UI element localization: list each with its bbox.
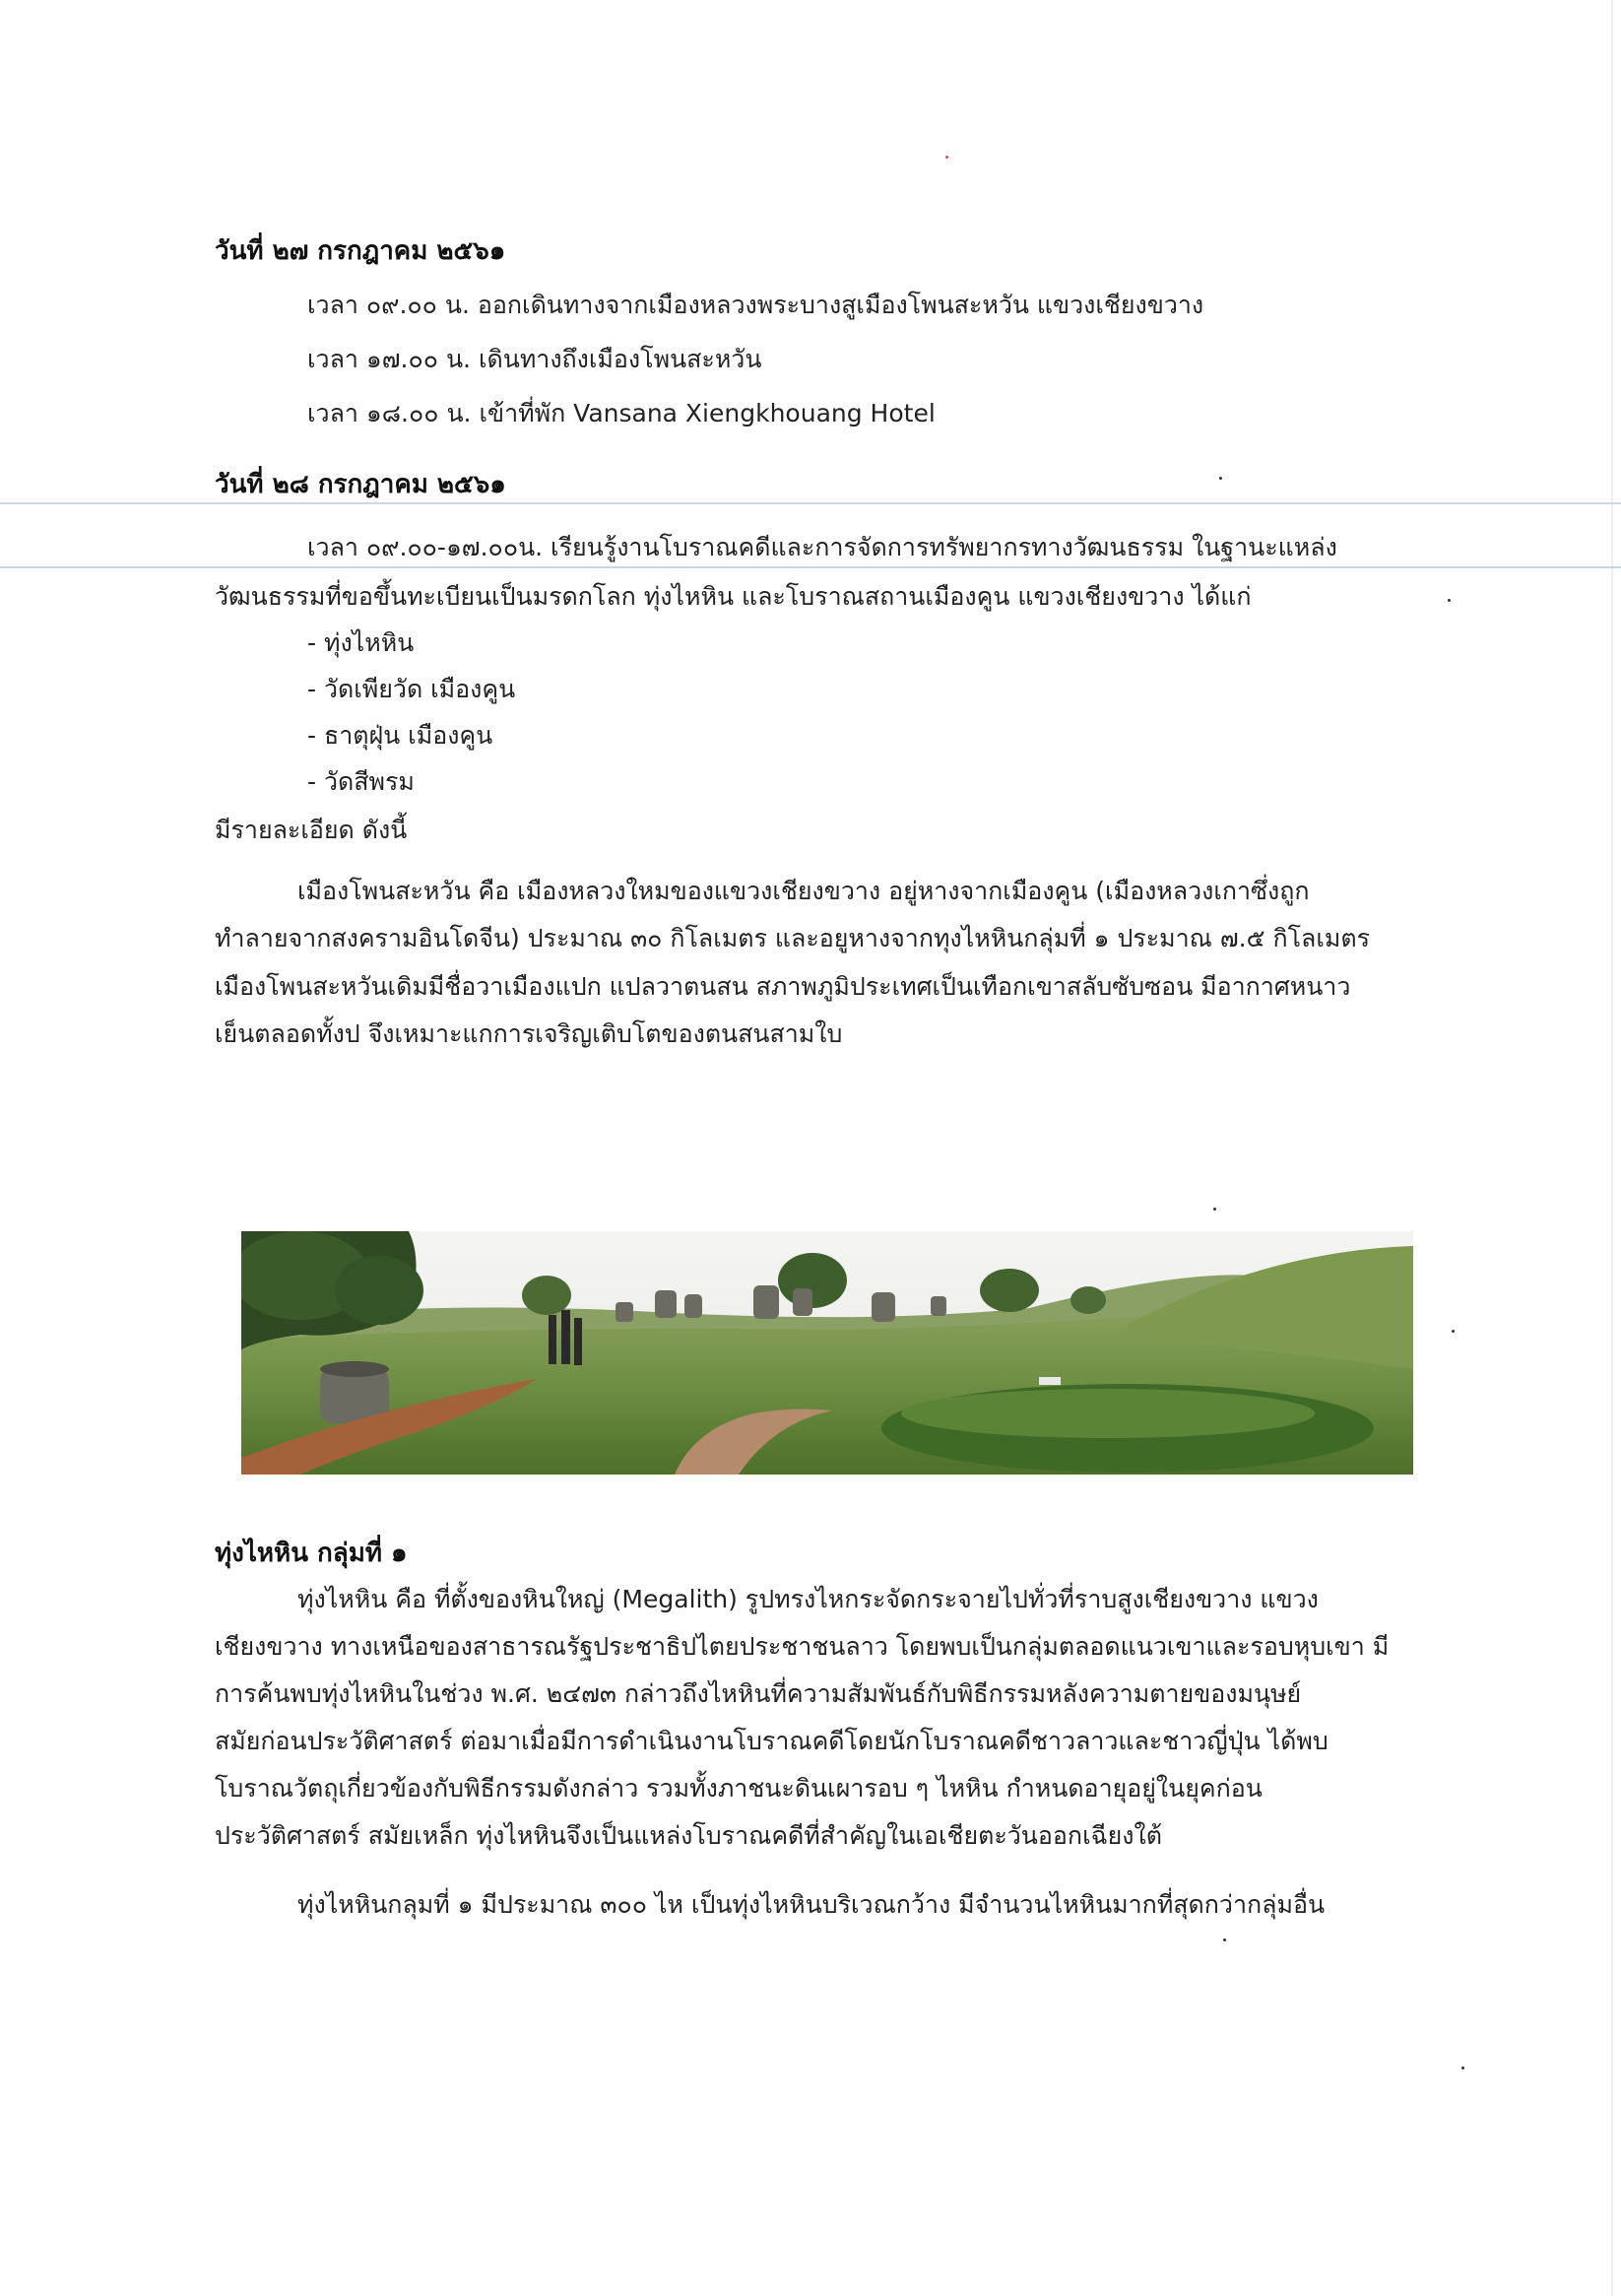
phonsavan-line: เย็นตลอดทั้งป จึงเหมาะแกการเจริญเติบโตของตนสนสามใบ <box>215 1019 843 1048</box>
scan-speck <box>945 156 948 159</box>
day1-heading: วันที่ ๒๗ กรกฎาคม ๒๕๖๑ <box>215 236 506 266</box>
site-item: - ทุ่งไหหิน <box>307 628 415 657</box>
scan-line <box>0 566 1621 568</box>
scan-edge <box>1611 0 1613 2296</box>
jar-group1-line: ประวัติศาสตร์ สมัยเหล็ก ทุ่งไหหินจึงเป็นแหล่งโบราณคดีที่สำคัญในเอเชียตะวันออกเฉียงใต้ <box>215 1821 1162 1850</box>
phonsavan-line: เมืองโพนสะหวันเดิมมีชื่อวาเมืองแปก แปลวาตนสน สภาพภูมิประเทศเป็นเทือกเขาสลับซับซอน มีอากาศหนาว <box>215 972 1351 1001</box>
site-item: - วัดเพียวัด เมืองคูน <box>307 675 516 703</box>
site-item: - ธาตุฝุ่น เมืองคูน <box>307 721 493 750</box>
landscape-image <box>241 1231 1413 1475</box>
day1-item-2: เวลา ๑๗.๐๐ น. เดินทางถึงเมืองโพนสะหวัน <box>307 345 762 373</box>
jar-group1-heading: ทุ่งไหหิน กลุ่มที่ ๑ <box>215 1539 408 1568</box>
scan-speck <box>1452 1330 1455 1333</box>
jar-group1-line: โบราณวัตถุเกี่ยวข้องกับพิธีกรรมดังกล่าว รวมทั้งภาชนะดินเผารอบ ๆ ไหหิน กำหนดอายุอยู่ในยุคก่อน <box>215 1774 1263 1803</box>
day1-item-3: เวลา ๑๘.๐๐ น. เข้าที่พัก Vansana Xiengkhouang Hotel <box>307 399 936 427</box>
jar-group1-line: เชียงขวาง ทางเหนือของสาธารณรัฐประชาธิปไตยประชาชนลาว โดยพบเป็นกลุ่มตลอดแนวเขาและรอบหุบเขา มี <box>215 1632 1390 1661</box>
day2-heading: วันที่ ๒๘ กรกฎาคม ๒๕๖๑ <box>215 470 506 499</box>
scan-speck <box>1448 599 1451 602</box>
jar-count-line: ทุ่งไหหินกลุมที่ ๑ มีประมาณ ๓๐๐ ไห เป็นทุ่งไหหินบริเวณกว้าง มีจำนวนไหหินมากที่สุดกว่ากลุ่มอื่น <box>297 1890 1326 1919</box>
jar-group1-line: การค้นพบทุ่งไหหินในช่วง พ.ศ. ๒๔๗๓ กล่าวถึงไหหินที่ความสัมพันธ์กับพิธีกรรมหลังความตายของมนุษย์ <box>215 1679 1302 1708</box>
detail-label: มีรายละเอียด ดังนี้ <box>215 816 408 844</box>
jar-group1-line: สมัยก่อนประวัติศาสตร์ ต่อมาเมื่อมีการดำเนินงานโบราณคดีโดยนักโบราณคดีชาวลาวและชาวญี่ปุ่น ได้พบ <box>215 1727 1329 1755</box>
scan-speck <box>1219 477 1222 480</box>
scan-speck <box>1223 1938 1226 1941</box>
phonsavan-line: ทำลายจากสงครามอินโดจีน) ประมาณ ๓๐ กิโลเมตร และอยูหางจากทุงไหหินกลุ่มที่ ๑ ประมาณ ๗.๕ กิโลเมตร <box>215 924 1371 952</box>
jar-group1-line: ทุ่งไหหิน คือ ที่ตั้งของหินใหญ่ (Megalith) รูปทรงไหกระจัดกระจายไปทั่วที่ราบสูงเชียงขวาง แขวง <box>297 1585 1319 1613</box>
phonsavan-line: เมืองโพนสะหวัน คือ เมืองหลวงใหมของแขวงเชียงขวาง อยู่หางจากเมืองคูน (เมืองหลวงเกาซึ่งถูก <box>297 877 1310 905</box>
plain-of-jars-photo <box>241 1231 1413 1475</box>
site-item: - วัดสีพรม <box>307 767 415 796</box>
scan-speck <box>1213 1208 1216 1211</box>
day1-item-1: เวลา ๐๙.๐๐ น. ออกเดินทางจากเมืองหลวงพระบางสูเมืองโพนสะหวัน แขวงเชียงขวาง <box>307 291 1204 319</box>
scan-speck <box>1461 2066 1464 2069</box>
scan-line <box>0 502 1621 504</box>
day2-intro-line1: เวลา ๐๙.๐๐-๑๗.๐๐น. เรียนรู้งานโบราณคดีและการจัดการทรัพยากรทางวัฒนธรรม ในฐานะแหล่ง <box>307 533 1337 561</box>
day2-intro-line2: วัฒนธรรมที่ขอขึ้นทะเบียนเป็นมรดกโลก ทุ่งไหหิน และโบราณสถานเมืองคูน แขวงเชียงขวาง ได้แก่ <box>215 582 1252 611</box>
